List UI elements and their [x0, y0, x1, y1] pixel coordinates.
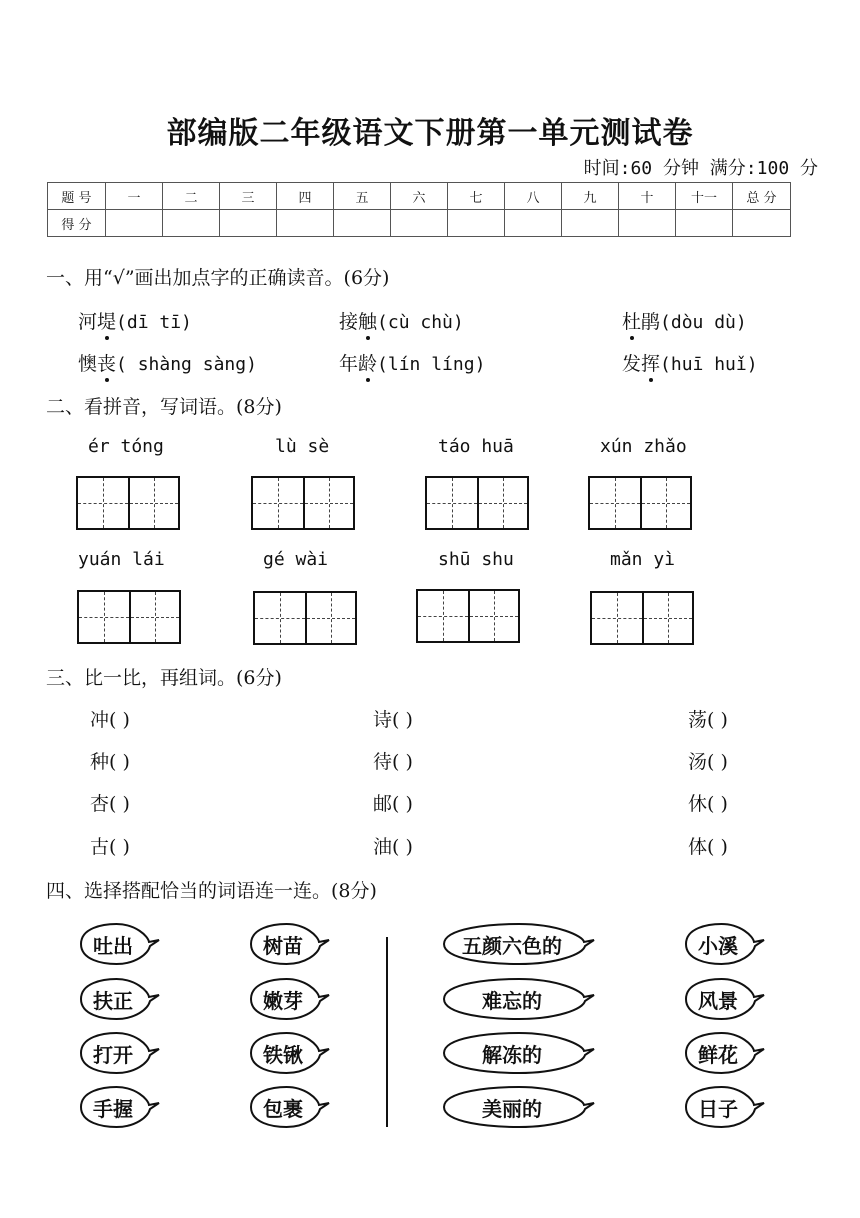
score-header-cell: 一: [106, 183, 163, 210]
q2-pinyin: ér tóng: [88, 436, 164, 457]
score-input-cell[interactable]: [676, 210, 733, 237]
tianzige-box[interactable]: [425, 476, 529, 530]
leaf-word: 手握: [93, 1096, 133, 1121]
score-header-cell: 三: [220, 183, 277, 210]
leaf-word: 美丽的: [482, 1096, 542, 1121]
leaf-word-tag[interactable]: [248, 977, 330, 1021]
score-value-row: [48, 210, 791, 237]
score-header-cell: 九: [562, 183, 619, 210]
leaf-word-tag[interactable]: [248, 1085, 330, 1129]
section-2-heading: 二、看拼音，写词语。(8分): [46, 396, 282, 418]
leaf-word: 小溪: [698, 933, 738, 958]
score-header-cell: 七: [448, 183, 505, 210]
leaf-word: 风景: [698, 988, 738, 1013]
leaf-word: 日子: [698, 1096, 738, 1121]
q3-item[interactable]: 种( ): [90, 751, 130, 773]
tianzige-box[interactable]: [590, 591, 694, 645]
score-header-row: [48, 183, 791, 210]
score-header-cell: 十: [619, 183, 676, 210]
q1-dotted-char: 触: [358, 307, 377, 334]
leaf-word-tag[interactable]: [78, 977, 160, 1021]
q3-item[interactable]: 汤( ): [688, 751, 728, 773]
tianzige-box[interactable]: [588, 476, 692, 530]
leaf-word: 扶正: [93, 988, 133, 1013]
q1-item[interactable]: [78, 349, 257, 376]
leaf-word-tag[interactable]: [441, 922, 595, 966]
q3-item[interactable]: 休( ): [688, 793, 728, 815]
score-input-cell[interactable]: [505, 210, 562, 237]
q1-item[interactable]: [339, 307, 464, 334]
score-header-cell: 四: [277, 183, 334, 210]
tianzige-box[interactable]: [416, 589, 520, 643]
leaf-word: 鲜花: [698, 1042, 738, 1067]
score-header-cell: 总 分: [733, 183, 791, 210]
leaf-word-tag[interactable]: [248, 922, 330, 966]
score-header-cell: 二: [163, 183, 220, 210]
q1-item[interactable]: [78, 307, 192, 334]
tianzige-box[interactable]: [77, 590, 181, 644]
leaf-word-tag[interactable]: [683, 1085, 765, 1129]
column-divider: [386, 937, 388, 1127]
score-row-label: 得 分: [48, 210, 106, 237]
q2-pinyin: mǎn yì: [610, 549, 676, 570]
leaf-word-tag[interactable]: [248, 1031, 330, 1075]
q1-dotted-char: 丧: [97, 349, 116, 376]
score-header-cell: 八: [505, 183, 562, 210]
leaf-word: 嫩芽: [263, 988, 303, 1013]
q3-item[interactable]: 邮( ): [373, 793, 413, 815]
leaf-word: 包裹: [263, 1096, 303, 1121]
leaf-word: 打开: [93, 1042, 133, 1067]
score-input-cell[interactable]: [277, 210, 334, 237]
q1-dotted-char: 杜: [622, 307, 641, 334]
q1-item[interactable]: [622, 307, 747, 334]
score-header-cell: 十一: [676, 183, 733, 210]
q1-char: 河: [78, 311, 98, 333]
q1-pinyin: ( shàng sàng): [116, 354, 257, 375]
section-1-heading: 一、用“√”画出加点字的正确读音。(6分): [46, 267, 390, 289]
q1-pinyin: (huī huǐ): [660, 354, 758, 375]
section-3-heading: 三、比一比，再组词。(6分): [46, 667, 282, 689]
tianzige-box[interactable]: [76, 476, 180, 530]
q1-char: 鹃: [641, 311, 661, 333]
score-input-cell[interactable]: [334, 210, 391, 237]
q3-item[interactable]: 待( ): [373, 751, 413, 773]
leaf-word-tag[interactable]: [441, 1085, 595, 1129]
q2-pinyin: lù sè: [275, 436, 330, 457]
tianzige-box[interactable]: [251, 476, 355, 530]
q1-char: 懊: [78, 353, 98, 375]
leaf-word-tag[interactable]: [441, 1031, 595, 1075]
leaf-word-tag[interactable]: [78, 1031, 160, 1075]
q1-dotted-char: 堤: [97, 307, 116, 334]
q1-pinyin: (lín líng): [377, 354, 486, 375]
score-input-cell[interactable]: [733, 210, 791, 237]
q2-pinyin: shū shu: [438, 549, 514, 570]
leaf-word-tag[interactable]: [683, 1031, 765, 1075]
q1-item[interactable]: [622, 349, 758, 376]
q2-pinyin: táo huā: [438, 436, 514, 457]
score-input-cell[interactable]: [562, 210, 619, 237]
q1-char: 发: [622, 353, 642, 375]
q1-char: 年: [339, 353, 359, 375]
score-header-cell: 题 号: [48, 183, 106, 210]
q2-pinyin: xún zhǎo: [600, 436, 687, 457]
q1-pinyin: (cù chù): [377, 312, 464, 333]
leaf-word-tag[interactable]: [78, 922, 160, 966]
leaf-word-tag[interactable]: [683, 922, 765, 966]
score-input-cell[interactable]: [619, 210, 676, 237]
q3-item[interactable]: 体( ): [688, 836, 728, 858]
leaf-word: 树苗: [263, 933, 303, 958]
q3-item[interactable]: 古( ): [90, 836, 130, 858]
tianzige-box[interactable]: [253, 591, 357, 645]
score-input-cell[interactable]: [106, 210, 163, 237]
leaf-word: 铁锹: [263, 1042, 303, 1067]
leaf-word: 五颜六色的: [462, 933, 562, 958]
q1-dotted-char: 挥: [641, 349, 660, 376]
score-header-cell: 六: [391, 183, 448, 210]
q3-item[interactable]: 冲( ): [90, 709, 130, 731]
score-input-cell[interactable]: [391, 210, 448, 237]
q1-pinyin: (dòu dù): [660, 312, 747, 333]
q1-dotted-char: 龄: [358, 349, 377, 376]
score-input-cell[interactable]: [448, 210, 505, 237]
score-input-cell[interactable]: [163, 210, 220, 237]
q2-pinyin: yuán lái: [78, 549, 165, 570]
score-input-cell[interactable]: [220, 210, 277, 237]
leaf-word-tag[interactable]: [441, 977, 595, 1021]
leaf-word: 吐出: [93, 933, 133, 958]
score-header-cell: 五: [334, 183, 391, 210]
q1-item[interactable]: [339, 349, 485, 376]
q1-char: 接: [339, 311, 359, 333]
leaf-word: 解冻的: [482, 1042, 542, 1067]
q2-pinyin: gé wài: [263, 549, 329, 570]
score-table: [47, 182, 791, 237]
q3-item[interactable]: 油( ): [373, 836, 413, 858]
section-4-heading: 四、选择搭配恰当的词语连一连。(8分): [46, 880, 377, 902]
page-title: 部编版二年级语文下册第一单元测试卷: [166, 116, 694, 151]
leaf-word: 难忘的: [482, 988, 542, 1013]
q3-item[interactable]: 荡( ): [688, 709, 728, 731]
q3-item[interactable]: 诗( ): [373, 709, 413, 731]
exam-meta: 时间:60 分钟 满分:100 分: [583, 158, 818, 179]
leaf-word-tag[interactable]: [78, 1085, 160, 1129]
leaf-word-tag[interactable]: [683, 977, 765, 1021]
q3-item[interactable]: 杏( ): [90, 793, 130, 815]
q1-pinyin: (dī tī): [116, 312, 192, 333]
